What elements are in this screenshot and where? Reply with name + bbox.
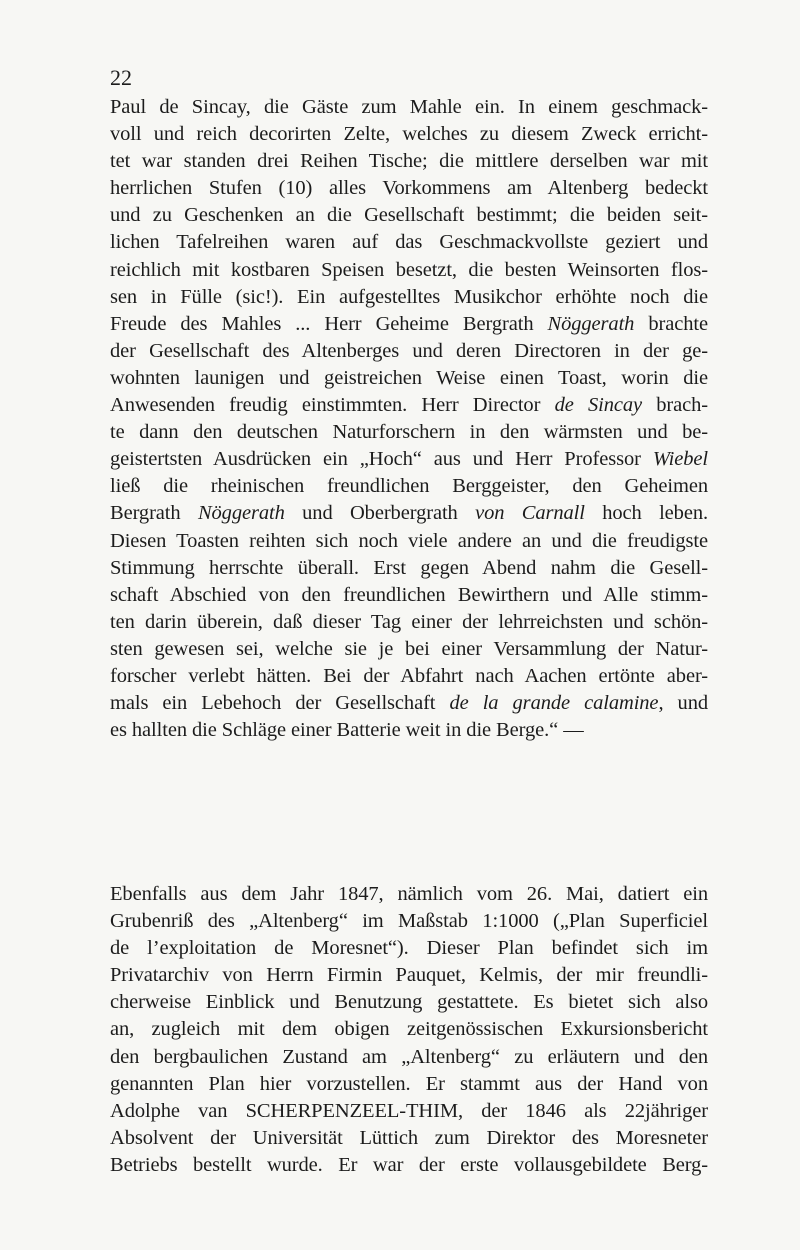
text-line: geistertsten Ausdrücken ein „Hoch“ aus und Herr Professor Wiebel xyxy=(110,448,708,471)
italic-name: de la grande calamine xyxy=(449,692,659,715)
text-line: Bergrath Nöggerath und Oberbergrath von Carnall hoch leben. xyxy=(110,502,709,525)
italic-name: Nöggerath xyxy=(197,502,285,525)
text-line: Adolphe van SCHERPENZEEL-THIM, der 1846 als 22jähriger xyxy=(110,1099,708,1122)
text-line: den bergbaulichen Zustand am „Altenberg“ zu erläutern und den xyxy=(110,1045,708,1068)
text-line: ließ die rheinischen freundlichen Berggeister, den Geheimen xyxy=(110,475,708,498)
text-line: der Gesellschaft des Altenberges und deren Directoren in der ge- xyxy=(110,339,708,362)
text-line: wohnten launigen und geistreichen Weise einen Toast, worin die xyxy=(110,366,708,389)
text-line: herrlichen Stufen (10) alles Vorkommens am Altenberg bedeckt xyxy=(110,177,708,200)
text-line: Absolvent der Universität Lüttich zum Direktor des Moresneter xyxy=(110,1126,708,1149)
text-line: Betriebs bestellt wurde. Er war der erste vollausgebildete Berg- xyxy=(110,1153,708,1176)
text-line: genannten Plan hier vorzustellen. Er stammt aus der Hand von xyxy=(110,1072,708,1095)
text-line: voll und reich decorirten Zelte, welches zu diesem Zweck erricht- xyxy=(110,123,708,146)
text-line: Grubenriß des „Altenberg“ im Maßstab 1:1000 („Plan Superficiel xyxy=(110,910,708,933)
text-line: Freude des Mahles ... Herr Geheime Bergrath Nöggerath brachte xyxy=(110,312,708,335)
text-line: es hallten die Schläge einer Batterie weit in die Berge.“ — xyxy=(110,719,584,742)
text-line: lichen Tafelreihen waren auf das Geschmackvollste geziert und xyxy=(110,231,708,254)
text-line: forscher verlebt hätten. Bei der Abfahrt nach Aachen ertönte aber- xyxy=(110,664,708,687)
paragraph-mine-plan xyxy=(110,881,708,1179)
text-line: ten darin überein, daß dieser Tag einer der lehrreichsten und schön- xyxy=(110,610,708,633)
italic-name: Nöggerath xyxy=(547,312,635,335)
text-line: Anwesenden freudig einstimmten. Herr Director de Sincay brach- xyxy=(110,394,709,417)
text-line: tet war standen drei Reihen Tische; die mittlere derselben war mit xyxy=(110,150,708,173)
text-line: sten gewesen sei, welche sie je bei einer Versammlung der Natur- xyxy=(110,637,708,660)
text-line: de l’exploitation de Moresnet“). Dieser Plan befindet sich im xyxy=(110,937,708,960)
text-line: Diesen Toasten reihten sich noch viele andere an und die freudigste xyxy=(110,529,708,552)
text-line: mals ein Lebehoch der Gesellschaft de la grande calamine, und xyxy=(110,692,708,715)
text-line: Paul de Sincay, die Gäste zum Mahle ein. In einem geschmack- xyxy=(110,96,708,118)
page-number: 22 xyxy=(110,65,132,90)
text-line: sen in Fülle (sic!). Ein aufgestelltes Musikchor erhöhte noch die xyxy=(110,285,708,308)
text-line: cherweise Einblick und Benutzung gestattete. Es bietet sich also xyxy=(110,991,708,1014)
paragraph-excursion-report xyxy=(110,94,708,744)
text-line: Privatarchiv von Herrn Firmin Pauquet, Kelmis, der mir freundli- xyxy=(110,964,708,987)
text-line: schaft Abschied von den freundlichen Bewirthern und Alle stimm- xyxy=(110,583,708,606)
italic-name: von Carnall xyxy=(475,502,585,525)
italic-name: Wiebel xyxy=(652,448,708,471)
text-line: Stimmung herrschte überall. Erst gegen Abend nahm die Gesell- xyxy=(110,556,708,579)
text-line: und zu Geschenken an die Gesellschaft bestimmt; die beiden seit- xyxy=(110,204,708,227)
text-line: reichlich mit kostbaren Speisen besetzt, die besten Weinsorten flos- xyxy=(110,258,708,281)
text-line: an, zugleich mit dem obigen zeitgenössischen Exkursionsbericht xyxy=(110,1018,708,1041)
text-line: te dann den deutschen Naturforschern in den wärmsten und be- xyxy=(110,421,708,444)
italic-name: de Sincay xyxy=(554,394,643,417)
text-line: Ebenfalls aus dem Jahr 1847, nämlich vom 26. Mai, datiert ein xyxy=(110,883,708,905)
